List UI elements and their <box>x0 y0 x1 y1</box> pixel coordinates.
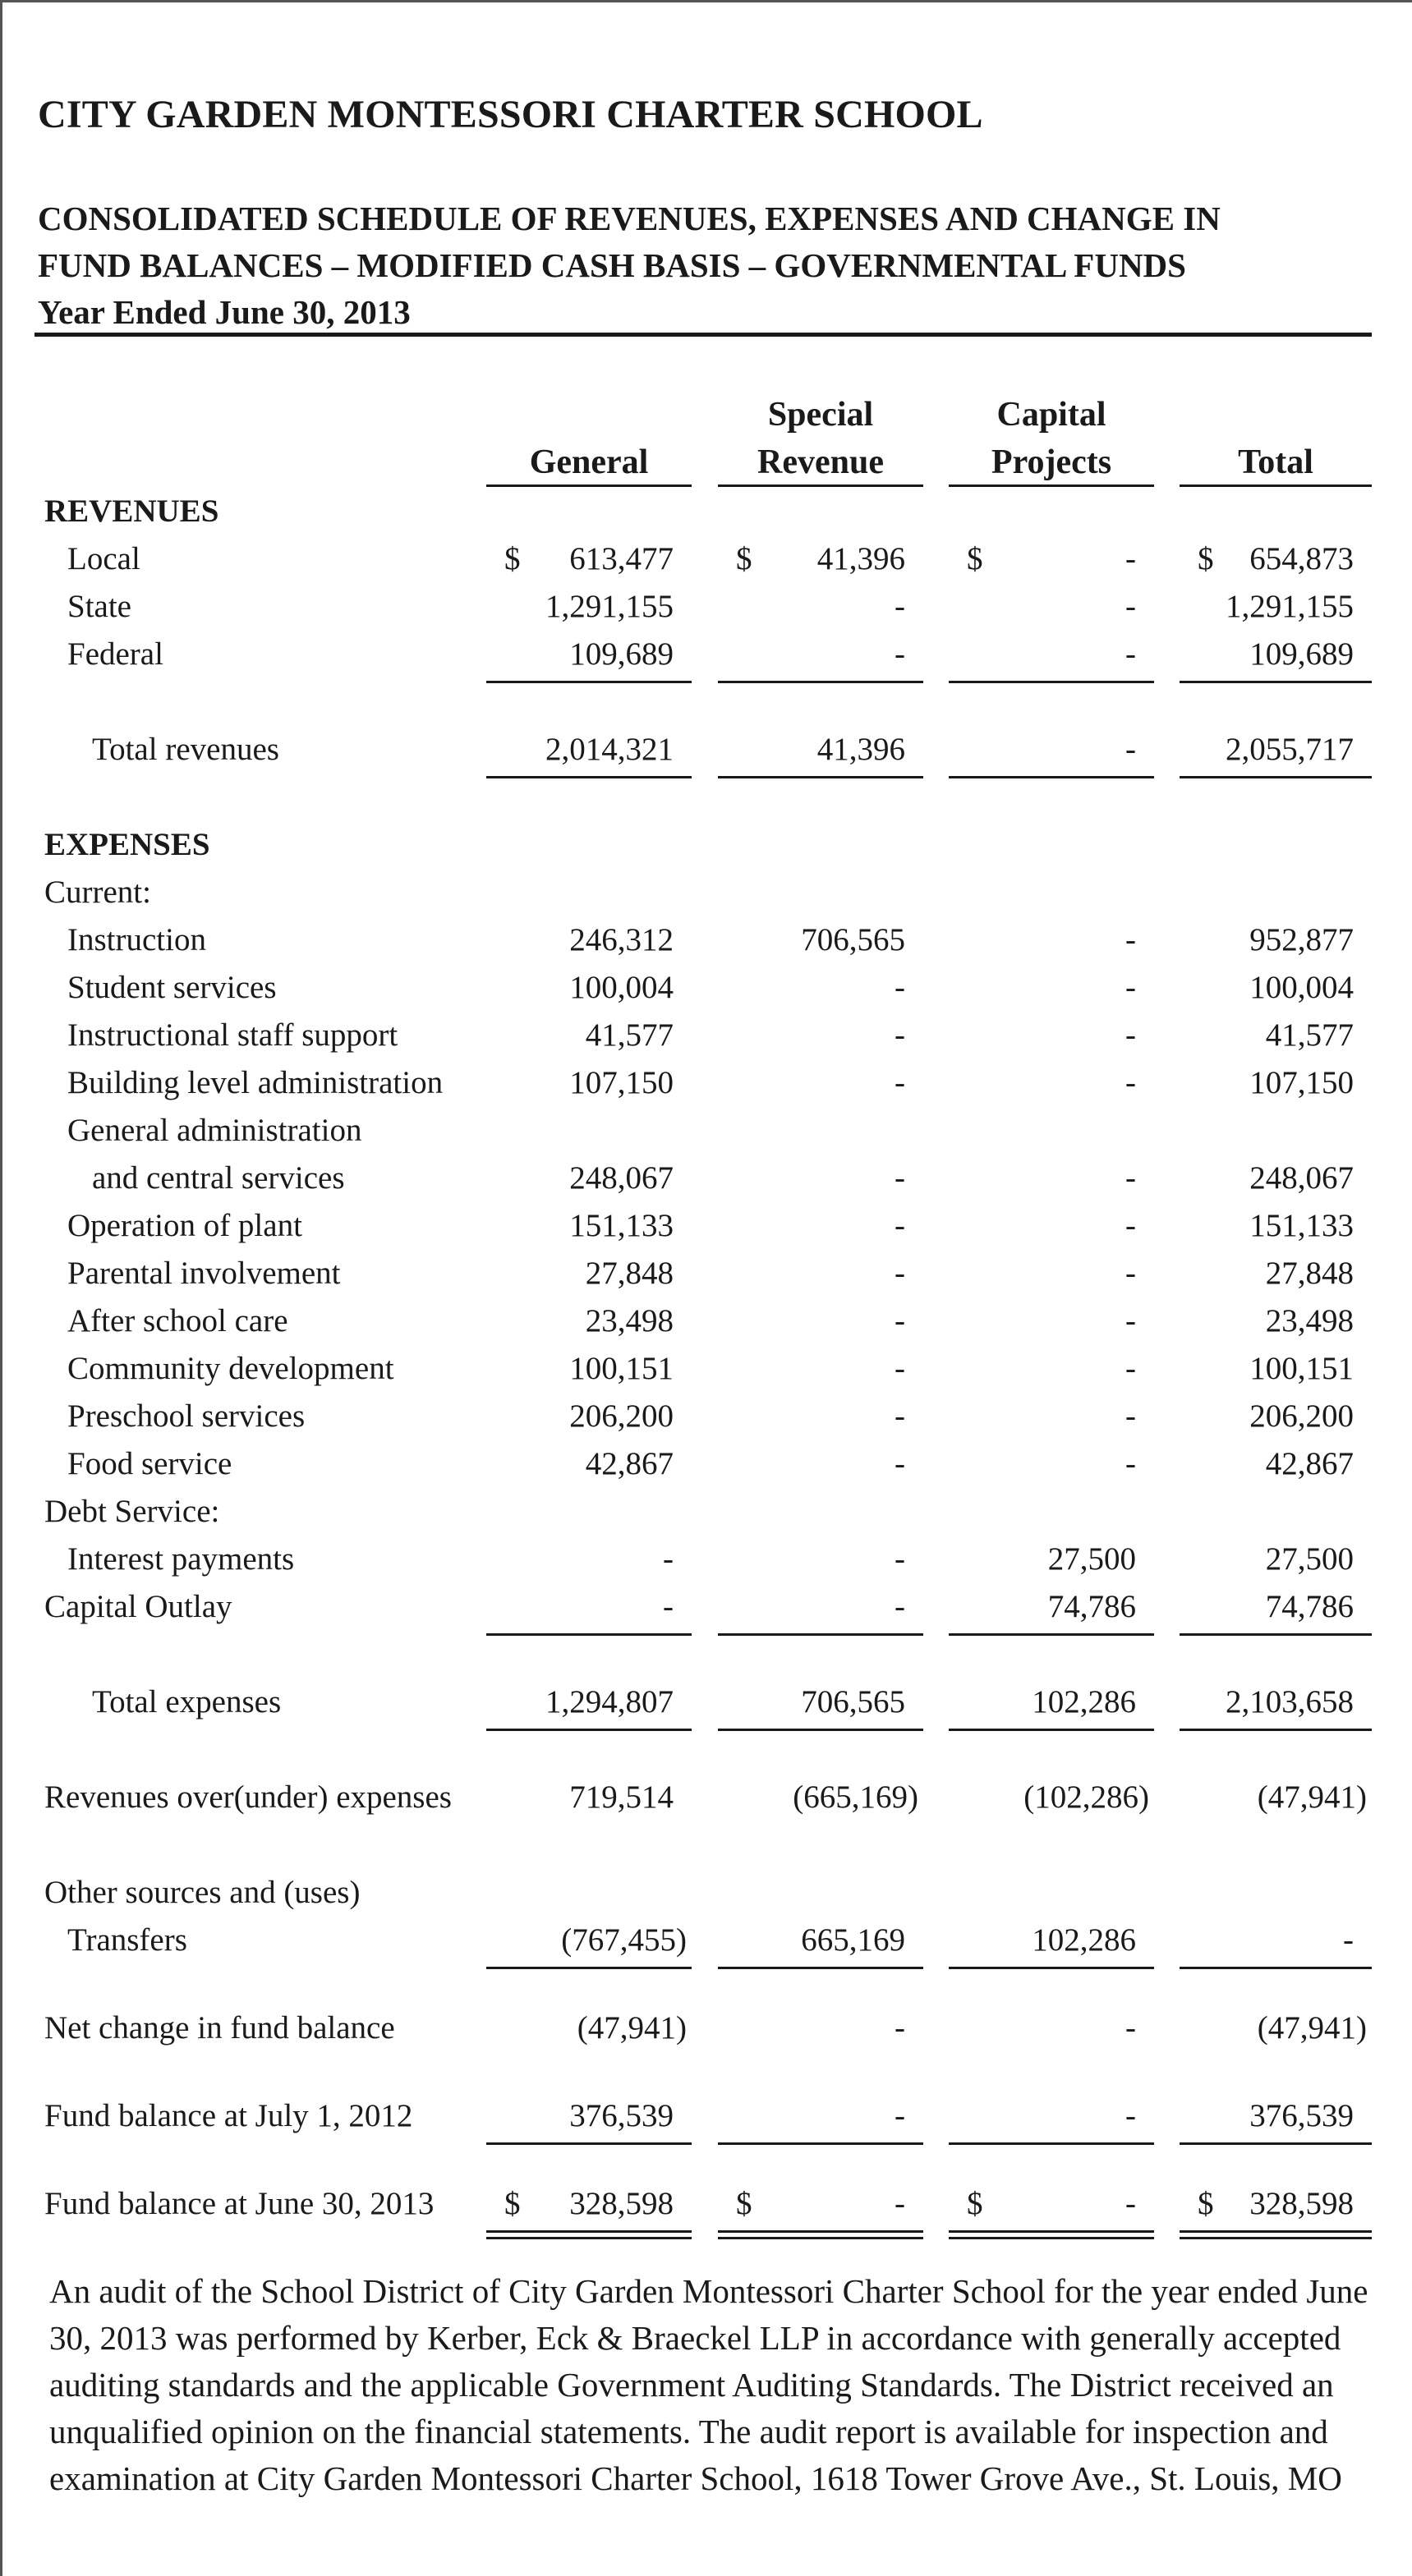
cell-general <box>486 2092 692 2140</box>
cell-value: 2,014,321 <box>545 732 674 767</box>
row-label: Debt Service: <box>44 1494 220 1529</box>
cell-value: 42,867 <box>585 1446 674 1481</box>
table-row <box>0 631 1412 678</box>
cell-value: 41,577 <box>1265 1017 1354 1053</box>
cell-special-revenue <box>718 1917 923 1964</box>
cell-value: 246,312 <box>569 922 674 957</box>
cell-capital-projects <box>949 2004 1154 2052</box>
dollar-sign: $ <box>504 541 521 576</box>
table-row <box>0 1345 1412 1393</box>
cell-total <box>1180 1440 1372 1488</box>
row-label: Transfers <box>67 1922 187 1958</box>
cell-value: - <box>1125 732 1136 767</box>
cell-value: 328,598 <box>569 2186 674 2221</box>
cell-capital-projects <box>949 1393 1154 1440</box>
row-label: Parental involvement <box>67 1256 341 1291</box>
cell-value: - <box>895 2010 905 2046</box>
cell-capital-projects <box>949 1297 1154 1345</box>
cell-value: - <box>895 1208 905 1243</box>
cell-value: 74,786 <box>1047 1589 1136 1624</box>
cell-value: 151,133 <box>569 1208 674 1243</box>
cell-value: 107,150 <box>1249 1065 1354 1100</box>
column-header-rule <box>718 484 923 487</box>
cell-value: - <box>663 1589 674 1624</box>
cell-value: 107,150 <box>569 1065 674 1100</box>
cell-value: - <box>895 1398 905 1434</box>
cell-value: - <box>1125 589 1136 624</box>
row-label: After school care <box>67 1303 288 1339</box>
cell-value: - <box>895 1160 905 1196</box>
cell-value: - <box>1125 1017 1136 1053</box>
school-name: CITY GARDEN MONTESSORI CHARTER SCHOOL <box>38 93 983 136</box>
cell-capital-projects <box>949 1345 1154 1393</box>
table-row <box>0 1393 1412 1440</box>
cell-value: - <box>895 970 905 1005</box>
cell-general <box>486 1155 692 1202</box>
cell-total <box>1180 1155 1372 1202</box>
cell-general <box>486 1393 692 1440</box>
footnote-line: An audit of the School District of City Garden Montessori Charter School for the year ended June <box>49 2272 1368 2310</box>
row-label: Building level administration <box>67 1065 444 1100</box>
cell-total <box>1180 1012 1372 1059</box>
dollar-sign: $ <box>736 541 752 576</box>
cell-general <box>486 1250 692 1297</box>
cell-value: - <box>1125 636 1136 672</box>
cell-value: - <box>1125 922 1136 957</box>
cell-value: 23,498 <box>1265 1303 1354 1339</box>
cell-value: (47,941) <box>577 2010 687 2046</box>
table-row <box>0 726 1412 774</box>
cell-value: (102,286) <box>1023 1779 1149 1815</box>
cell-total <box>1180 583 1372 631</box>
cell-value: 1,294,807 <box>545 1684 674 1720</box>
cell-value: - <box>1125 1446 1136 1481</box>
cell-value: - <box>1125 1208 1136 1243</box>
cell-value: - <box>1125 1256 1136 1291</box>
cell-value: 654,873 <box>1249 541 1354 576</box>
cell-value: - <box>895 1256 905 1291</box>
cell-general <box>486 1345 692 1393</box>
cell-capital-projects <box>949 631 1154 678</box>
cell-capital-projects <box>949 1583 1154 1631</box>
cell-value: - <box>1125 1351 1136 1386</box>
cell-capital-projects <box>949 1155 1154 1202</box>
column-header-special-revenue: Special Revenue <box>757 396 884 481</box>
cell-value: (665,169) <box>793 1779 918 1815</box>
cell-total <box>1180 1393 1372 1440</box>
cell-total <box>1180 1917 1372 1964</box>
dollar-sign: $ <box>967 2186 983 2221</box>
cell-value: 613,477 <box>569 541 674 576</box>
schedule-title-line: FUND BALANCES – MODIFIED CASH BASIS – GOVERNMENTAL FUNDS <box>38 246 1186 284</box>
row-label: Fund balance at June 30, 2013 <box>44 2186 435 2221</box>
cell-value: - <box>895 2098 905 2133</box>
table-row <box>0 1155 1412 1202</box>
cell-value: 100,151 <box>569 1351 674 1386</box>
cell-total <box>1180 1297 1372 1345</box>
cell-value: 27,848 <box>1265 1256 1354 1291</box>
cell-capital-projects <box>949 1917 1154 1964</box>
cell-capital-projects <box>949 2092 1154 2140</box>
row-label: and central services <box>92 1160 345 1196</box>
cell-value: - <box>663 1541 674 1577</box>
dollar-sign: $ <box>736 2186 752 2221</box>
dollar-sign: $ <box>967 541 983 576</box>
cell-total <box>1180 1250 1372 1297</box>
row-label: Other sources and (uses) <box>44 1875 361 1910</box>
cell-general <box>486 1583 692 1631</box>
cell-value: 100,004 <box>1249 970 1354 1005</box>
cell-value: 100,004 <box>569 970 674 1005</box>
row-label: Fund balance at July 1, 2012 <box>44 2098 413 2133</box>
table-row <box>0 1059 1412 1107</box>
dollar-sign: $ <box>504 2186 521 2221</box>
cell-capital-projects <box>949 726 1154 774</box>
cell-general <box>486 1678 692 1726</box>
dollar-sign: $ <box>1198 2186 1214 2221</box>
cell-total <box>1180 1536 1372 1583</box>
schedule-title-line: CONSOLIDATED SCHEDULE OF REVENUES, EXPENSES AND CHANGE IN <box>38 200 1221 237</box>
cell-general <box>486 2180 692 2228</box>
column-header-general: General <box>529 443 649 481</box>
cell-total <box>1180 535 1372 583</box>
cell-total <box>1180 2180 1372 2228</box>
cell-capital-projects <box>949 1012 1154 1059</box>
cell-value: 248,067 <box>1249 1160 1354 1196</box>
cell-value: 952,877 <box>1249 922 1354 957</box>
cell-capital-projects <box>949 1678 1154 1726</box>
cell-capital-projects <box>949 1250 1154 1297</box>
column-header-rule <box>486 484 692 487</box>
cell-value: (47,941) <box>1257 1779 1367 1815</box>
cell-general <box>486 1536 692 1583</box>
cell-value: 102,286 <box>1032 1922 1136 1958</box>
cell-special-revenue <box>718 726 923 774</box>
cell-capital-projects <box>949 964 1154 1012</box>
cell-total <box>1180 964 1372 1012</box>
cell-capital-projects <box>949 583 1154 631</box>
table-row <box>0 1583 1412 1631</box>
cell-general <box>486 1774 692 1821</box>
cell-special-revenue <box>718 2004 923 2052</box>
cell-value: 42,867 <box>1265 1446 1354 1481</box>
table-row <box>0 1107 1412 1155</box>
table-row <box>0 1012 1412 1059</box>
row-label: Interest payments <box>67 1541 295 1577</box>
cell-value: - <box>895 1589 905 1624</box>
schedule-title <box>38 195 1221 336</box>
cell-value: 206,200 <box>569 1398 674 1434</box>
row-label: Total expenses <box>92 1684 282 1720</box>
cell-value: 665,169 <box>801 1922 905 1958</box>
table-row <box>0 535 1412 583</box>
cell-value: 376,539 <box>569 2098 674 2133</box>
cell-value: 719,514 <box>569 1779 674 1815</box>
table-row <box>0 2092 1412 2140</box>
row-label: Instructional staff support <box>67 1017 398 1053</box>
cell-total <box>1180 1774 1372 1821</box>
dollar-sign: $ <box>1198 541 1214 576</box>
table-row <box>0 1297 1412 1345</box>
cell-general <box>486 916 692 964</box>
cell-total <box>1180 1583 1372 1631</box>
table-row <box>0 488 1412 535</box>
row-label: Local <box>67 541 140 576</box>
footnote-line: 30, 2013 was performed by Kerber, Eck & Braeckel LLP in accordance with generally accepted <box>49 2319 1341 2357</box>
cell-value: 27,848 <box>585 1256 674 1291</box>
cell-special-revenue <box>718 1012 923 1059</box>
cell-general <box>486 631 692 678</box>
cell-value: 151,133 <box>1249 1208 1354 1243</box>
cell-value: - <box>1125 1398 1136 1434</box>
table-row <box>0 1250 1412 1297</box>
table-row <box>0 1869 1412 1917</box>
cell-value: - <box>895 2186 905 2221</box>
table-row <box>0 1536 1412 1583</box>
footnote-line: unqualified opinion on the financial statements. The audit report is available for inspection and <box>49 2413 1328 2450</box>
cell-total <box>1180 1202 1372 1250</box>
table-row <box>0 1440 1412 1488</box>
cell-value: 102,286 <box>1032 1684 1136 1720</box>
cell-general <box>486 1297 692 1345</box>
cell-value: - <box>895 589 905 624</box>
column-header-rule <box>949 484 1154 487</box>
cell-value: 2,103,658 <box>1226 1684 1354 1720</box>
cell-special-revenue <box>718 1155 923 1202</box>
cell-general <box>486 1059 692 1107</box>
row-label: REVENUES <box>44 494 219 529</box>
table-row <box>0 1488 1412 1536</box>
table-row <box>0 1202 1412 1250</box>
table-row <box>0 2004 1412 2052</box>
cell-value: 41,577 <box>585 1017 674 1053</box>
cell-general <box>486 1012 692 1059</box>
table-row <box>0 1774 1412 1821</box>
table-row <box>0 821 1412 869</box>
row-label: Capital Outlay <box>44 1589 232 1624</box>
cell-value: - <box>895 1541 905 1577</box>
footnote-line: auditing standards and the applicable Government Auditing Standards. The District received an <box>49 2366 1334 2404</box>
cell-value: 74,786 <box>1265 1589 1354 1624</box>
row-label: Operation of plant <box>67 1208 302 1243</box>
cell-special-revenue <box>718 964 923 1012</box>
cell-value: - <box>895 1017 905 1053</box>
cell-value: - <box>1343 1922 1354 1958</box>
cell-capital-projects <box>949 1774 1154 1821</box>
cell-total <box>1180 1345 1372 1393</box>
column-header-rule <box>1180 484 1372 487</box>
cell-general <box>486 1202 692 1250</box>
schedule-title-line: Year Ended June 30, 2013 <box>38 293 411 331</box>
table-row <box>0 964 1412 1012</box>
cell-value: (767,455) <box>561 1922 687 1958</box>
cell-total <box>1180 916 1372 964</box>
cell-special-revenue <box>718 1297 923 1345</box>
cell-value: 206,200 <box>1249 1398 1354 1434</box>
cell-value: 100,151 <box>1249 1351 1354 1386</box>
cell-special-revenue <box>718 1250 923 1297</box>
cell-capital-projects <box>949 1059 1154 1107</box>
cell-special-revenue <box>718 2180 923 2228</box>
cell-value: - <box>1125 1065 1136 1100</box>
cell-capital-projects <box>949 535 1154 583</box>
cell-special-revenue <box>718 535 923 583</box>
cell-general <box>486 2004 692 2052</box>
row-label: State <box>67 589 131 624</box>
cell-value: - <box>895 636 905 672</box>
cell-value: - <box>1125 2186 1136 2221</box>
cell-special-revenue <box>718 1536 923 1583</box>
footnote-line: examination at City Garden Montessori Charter School, 1618 Tower Grove Ave., St. Louis, MO <box>49 2459 1342 2497</box>
table-row <box>0 1917 1412 1964</box>
cell-special-revenue <box>718 2092 923 2140</box>
cell-general <box>486 964 692 1012</box>
cell-general <box>486 583 692 631</box>
cell-value: 706,565 <box>801 1684 905 1720</box>
row-label: General administration <box>67 1113 362 1148</box>
cell-special-revenue <box>718 1345 923 1393</box>
table-row <box>0 916 1412 964</box>
cell-value: 27,500 <box>1047 1541 1136 1577</box>
cell-special-revenue <box>718 1059 923 1107</box>
cell-value: 1,291,155 <box>1226 589 1354 624</box>
row-label: Net change in fund balance <box>44 2010 395 2046</box>
cell-special-revenue <box>718 1678 923 1726</box>
cell-value: 23,498 <box>585 1303 674 1339</box>
cell-value: 27,500 <box>1265 1541 1354 1577</box>
column-header-total: Total <box>1238 443 1313 481</box>
cell-value: - <box>895 1351 905 1386</box>
cell-value: 41,396 <box>816 732 905 767</box>
cell-special-revenue <box>718 1440 923 1488</box>
cell-capital-projects <box>949 1202 1154 1250</box>
cell-value: - <box>1125 1160 1136 1196</box>
cell-special-revenue <box>718 916 923 964</box>
cell-general <box>486 726 692 774</box>
cell-value: - <box>1125 1303 1136 1339</box>
row-label: Student services <box>67 970 277 1005</box>
cell-value: 376,539 <box>1249 2098 1354 2133</box>
cell-value: - <box>1125 541 1136 576</box>
cell-general <box>486 535 692 583</box>
cell-value: - <box>1125 2010 1136 2046</box>
cell-special-revenue <box>718 1393 923 1440</box>
audit-footnote <box>49 2268 1388 2502</box>
cell-value: 706,565 <box>801 922 905 957</box>
cell-special-revenue <box>718 1774 923 1821</box>
row-label: Preschool services <box>67 1398 306 1434</box>
cell-special-revenue <box>718 583 923 631</box>
cell-value: 2,055,717 <box>1226 732 1354 767</box>
cell-capital-projects <box>949 1536 1154 1583</box>
table-row <box>0 2180 1412 2228</box>
cell-special-revenue <box>718 631 923 678</box>
cell-special-revenue <box>718 1202 923 1250</box>
cell-value: 109,689 <box>569 636 674 672</box>
row-label: Revenues over(under) expenses <box>44 1779 452 1815</box>
table-row <box>0 1678 1412 1726</box>
cell-value: (47,941) <box>1257 2010 1367 2046</box>
cell-total <box>1180 1678 1372 1726</box>
cell-value: - <box>895 1446 905 1481</box>
cell-capital-projects <box>949 2180 1154 2228</box>
cell-value: 41,396 <box>816 541 905 576</box>
column-header-capital-projects: Capital Projects <box>991 396 1112 481</box>
cell-total <box>1180 2004 1372 2052</box>
row-label: Instruction <box>67 922 206 957</box>
cell-value: 1,291,155 <box>545 589 674 624</box>
row-label: Food service <box>67 1446 232 1481</box>
cell-special-revenue <box>718 1583 923 1631</box>
row-label: Current: <box>44 875 151 910</box>
cell-value: 248,067 <box>569 1160 674 1196</box>
page-border-top <box>0 0 1412 2</box>
cell-value: - <box>1125 2098 1136 2133</box>
cell-value: - <box>895 1065 905 1100</box>
cell-general <box>486 1917 692 1964</box>
row-label: Community development <box>67 1351 394 1386</box>
title-divider <box>34 333 1372 337</box>
table-row <box>0 869 1412 916</box>
cell-total <box>1180 631 1372 678</box>
row-label: Federal <box>67 636 163 672</box>
cell-value: - <box>895 1303 905 1339</box>
cell-capital-projects <box>949 916 1154 964</box>
cell-value: - <box>1125 970 1136 1005</box>
cell-total <box>1180 1059 1372 1107</box>
row-label: EXPENSES <box>44 827 210 862</box>
cell-value: 109,689 <box>1249 636 1354 672</box>
cell-total <box>1180 726 1372 774</box>
table-row <box>0 583 1412 631</box>
cell-value: 328,598 <box>1249 2186 1354 2221</box>
cell-general <box>486 1440 692 1488</box>
cell-total <box>1180 2092 1372 2140</box>
row-label: Total revenues <box>92 732 279 767</box>
cell-capital-projects <box>949 1440 1154 1488</box>
